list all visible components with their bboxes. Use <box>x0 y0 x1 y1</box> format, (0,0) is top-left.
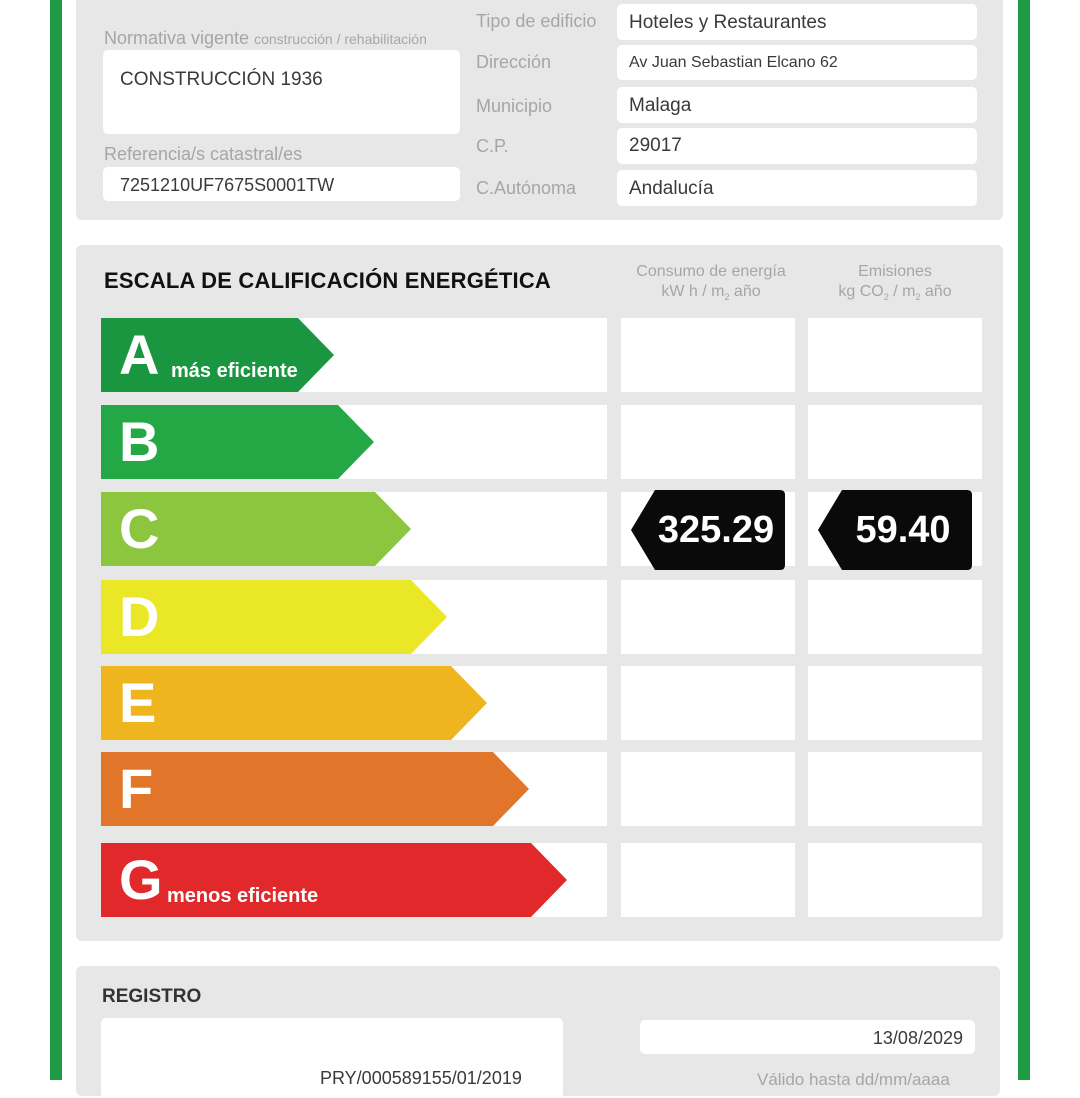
emisiones-unit-sub2: 2 <box>915 292 921 303</box>
grade-arrow-a <box>101 318 334 392</box>
valid-date: 13/08/2029 <box>872 1028 963 1048</box>
normativa-value: CONSTRUCCIÓN 1936 <box>120 69 323 90</box>
referencia-value: 7251210UF7675S0001TW <box>120 175 335 195</box>
grade-letter-a: A <box>119 323 160 386</box>
emisiones-header-unit <box>805 282 985 307</box>
grade-letter-e: E <box>119 671 157 734</box>
consumo-cell-f <box>621 752 795 826</box>
consumo-cell-g <box>621 843 795 917</box>
emisiones-cell-a <box>808 318 982 392</box>
cp-label: C.P. <box>476 136 509 156</box>
consumo-cell-b <box>621 405 795 479</box>
left-green-border <box>50 0 62 1080</box>
cp-value: 29017 <box>629 135 682 156</box>
grade-letter-b: B <box>119 410 160 473</box>
cp-field[interactable] <box>617 128 977 164</box>
emisiones-cell-b <box>808 405 982 479</box>
emisiones-rating-badge-value: 59.40 <box>855 509 951 551</box>
emisiones-unit-a: kg CO <box>838 283 884 300</box>
grade-letter-c: C <box>119 497 160 560</box>
grade-arrow-f <box>101 752 529 826</box>
scale-title: ESCALA DE CALIFICACIÓN ENERGÉTICA <box>104 268 552 293</box>
consumo-cell-d <box>621 580 795 654</box>
grade-arrow-d <box>101 580 447 654</box>
emisiones-cell-f <box>808 752 982 826</box>
grade-letter-d: D <box>119 585 160 648</box>
normativa-field[interactable] <box>103 50 460 134</box>
consumo-rating-badge <box>631 490 785 570</box>
registro-title: REGISTRO <box>102 986 202 1007</box>
tipo-label: Tipo de edificio <box>476 11 597 31</box>
tipo-value: Hoteles y Restaurantes <box>629 12 827 33</box>
normativa-sublabel: construcción / rehabilitación <box>254 31 427 47</box>
municipio-value: Malaga <box>629 95 692 116</box>
referencia-field[interactable] <box>103 167 460 201</box>
consumo-cell-a <box>621 318 795 392</box>
emisiones-unit-c: año <box>920 283 952 300</box>
autonoma-value: Andalucía <box>629 178 714 199</box>
consumo-rating-badge-value: 325.29 <box>657 509 775 551</box>
direccion-label: Dirección <box>476 52 552 72</box>
emisiones-cell-g <box>808 843 982 917</box>
grade-note-g: menos eficiente <box>167 885 319 907</box>
emisiones-unit-b: / m <box>888 283 916 300</box>
consumo-unit-sub: 2 <box>724 292 730 303</box>
consumo-header-line1: Consumo de energía <box>636 263 786 280</box>
autonoma-field[interactable] <box>617 170 977 206</box>
municipio-field[interactable] <box>617 87 977 123</box>
normativa-label <box>104 28 427 49</box>
grade-note-a: más eficiente <box>171 360 298 382</box>
valid-until-label: Válido hasta dd/mm/aaaa <box>757 1070 950 1089</box>
tipo-field[interactable] <box>617 4 977 40</box>
grade-arrow-e <box>101 666 487 740</box>
emisiones-cell-d <box>808 580 982 654</box>
grade-arrow-b <box>101 405 374 479</box>
consumo-header-unit <box>621 282 801 307</box>
consumo-column-header <box>621 262 801 307</box>
normativa-label-text: Normativa vigente <box>104 28 250 48</box>
emisiones-cell-e <box>808 666 982 740</box>
emisiones-rating-badge <box>818 490 972 570</box>
grade-letter-g: G <box>119 848 163 911</box>
grade-arrow-g <box>101 843 567 917</box>
grade-letter-f: F <box>119 757 154 820</box>
grade-arrow-c <box>101 492 411 566</box>
direccion-value: Av Juan Sebastian Elcano 62 <box>629 54 838 71</box>
municipio-label: Municipio <box>476 96 553 116</box>
referencia-label: Referencia/s catastral/es <box>104 144 303 164</box>
consumo-unit-b: año <box>729 283 761 300</box>
registro-number-field[interactable] <box>101 1018 563 1098</box>
consumo-unit-a: kW h / m <box>661 283 725 300</box>
direccion-field[interactable] <box>617 45 977 80</box>
consumo-cell-e <box>621 666 795 740</box>
autonoma-label: C.Autónoma <box>476 178 577 198</box>
emisiones-unit-sub1: 2 <box>883 292 889 303</box>
right-green-border <box>1018 0 1030 1080</box>
valid-date-field[interactable] <box>640 1020 975 1054</box>
registro-number: PRY/000589155/01/2019 <box>320 1068 522 1088</box>
emisiones-header-line1: Emisiones <box>858 263 932 280</box>
emisiones-column-header <box>805 262 985 307</box>
